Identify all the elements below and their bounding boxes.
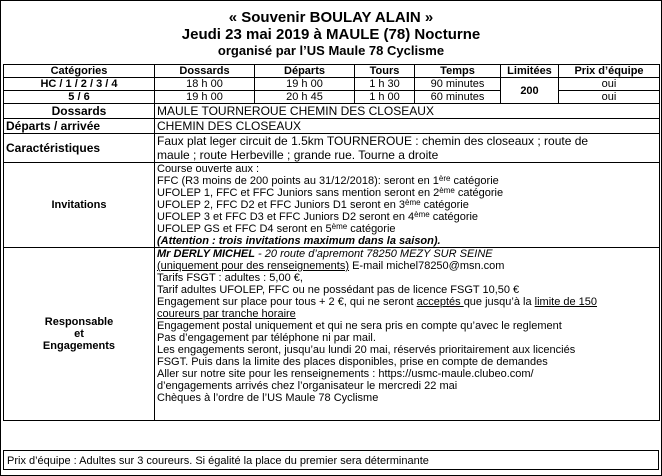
engagement-reserve-line1: Les engagements seront, jusqu’au lundi 20 mai, réservés prioritairement aux licenciés [157,344,576,356]
event-organizer: organisé par l’US Maule 78 Cyclisme [217,43,445,58]
caracteristiques-row [4,134,660,163]
header-temps: Temps [415,65,501,78]
row-prix-equipe: oui [559,91,660,104]
departs-row [4,119,660,134]
invitation-line: UFOLEP 2, FFC D2 et FFC Juniors D1 seront en 3ème catégorie [157,198,469,211]
row-dossards: 18 h 00 [155,78,255,91]
row-departs: 19 h 00 [255,78,355,91]
event-title: « Souvenir BOULAY ALAIN » [228,9,434,26]
table-row [4,78,660,91]
email-link[interactable]: michel78250@msn.com [386,260,505,272]
invitation-line: FFC (R3 moins de 200 points au 31/12/2018): seront en 1ère catégorie [157,174,499,187]
contact-name: Mr DERLY MICHEL [157,248,255,260]
invitation-line: UFOLEP 1, FFC et FFC Juniors sans mention seront en 2ème catégorie [157,186,504,199]
responsable-label-line3: Engagements [42,340,116,352]
responsable-value [155,248,660,421]
row-tours: 1 h 00 [355,91,415,104]
engagement-postal: Engagement postal uniquement et qui ne sera pris en compte qu’avec le reglement [157,320,562,332]
invitations-label: Invitations [4,163,155,248]
header-tours: Tours [355,65,415,78]
race-info-table [3,64,660,421]
engagement-telephone: Pas d’engagement par téléphone ni par mail. [157,332,376,344]
row-departs: 20 h 45 [255,91,355,104]
row-dossards: 19 h 00 [155,91,255,104]
header-row [4,65,660,78]
responsable-label [4,248,155,421]
caracteristiques-line: maule ; route Herbeville ; grande rue. Tourne a droite [157,148,439,162]
row-tours: 1 h 30 [355,78,415,91]
limit-value: 200 [501,78,559,104]
event-date-location: Jeudi 23 mai 2019 à MAULE (78) Nocturne [181,26,481,43]
row-temps: 90 minutes [415,78,501,91]
contact-address: - 20 route d’apremont 78250 MEZY SUR SEINE [255,248,493,260]
invitations-value [155,163,660,248]
engagement-reserve-line2: FSGT. Puis dans la limite des places disponibles, prise en compte de demandes [157,356,548,368]
engagement-tranche: coureurs par tranche horaire [157,308,296,320]
responsable-label-line1: Responsable [44,316,114,328]
dossards-value: MAULE TOURNEROUE CHEMIN DES CLOSEAUX [155,104,660,119]
dossards-label: Dossards [4,104,155,119]
invitations-row [4,163,660,248]
departs-label: Départs / arrivée [4,119,155,134]
renseignements-note: (uniquement pour des renseignements) [157,260,350,272]
tarifs-fsgt: Tarifs FSGT : adultes : 5,00 €, [157,272,303,284]
invitation-line: UFOLEP 3 et FFC D3 et FFC Juniors D2 seront en 4ème catégorie [157,210,479,223]
row-category: 5 / 6 [4,91,155,104]
row-category: HC / 1 / 2 / 3 / 4 [4,78,155,91]
header-limitees: Limitées [501,65,559,78]
contact-line [157,248,657,260]
invitations-attention: (Attention : trois invitations maximum dans la saison). [157,235,441,247]
engagement-date-line: d’engagements arrivés chez l’organisateur le mercredi 22 mai [157,380,458,392]
cheques-line: Chèques à l’ordre de l’US Maule 78 Cyclisme [157,392,379,404]
departs-value: CHEMIN DES CLOSEAUX [155,119,660,134]
row-temps: 60 minutes [415,91,501,104]
header-prix-equipe: Prix d’équipe [559,65,660,78]
tarifs-ufolep: Tarif adultes UFOLEP, FFC ou ne possédant pas de licence FSGT 10,50 € [157,284,520,296]
header-categories: Catégories [4,65,155,78]
header-dossards: Dossards [155,65,255,78]
footer-note: Prix d’équipe : Adultes sur 3 coureurs. Si égalité la place du premier sera déterminante [3,450,659,470]
invitation-line: UFOLEP GS et FFC D4 seront en 5ème catégorie [157,222,396,235]
caracteristiques-value [155,134,660,163]
engagement-sur-place: Engagement sur place pour tous + 2 €, qui ne seront acceptés que jusqu’à la limite de 150 [157,296,598,308]
email-label: E-mail [349,260,387,272]
site-line[interactable]: Aller sur notre site pour les renseignements : https://usmc-maule.clubeo.com/ [157,368,534,380]
caracteristiques-label: Caractéristiques [4,134,155,163]
dossards-row [4,104,660,119]
caracteristiques-line: Faux plat leger circuit de 1.5km TOURNEROUE : chemin des closeaux ; route de [157,134,589,148]
row-prix-equipe: oui [559,78,660,91]
responsable-row [4,248,660,421]
table-row [4,91,660,104]
responsable-label-line2: et [74,328,84,340]
contact-email-line [157,260,657,272]
invitations-intro: Course ouverte aux : [157,163,260,175]
header-departs: Départs [255,65,355,78]
